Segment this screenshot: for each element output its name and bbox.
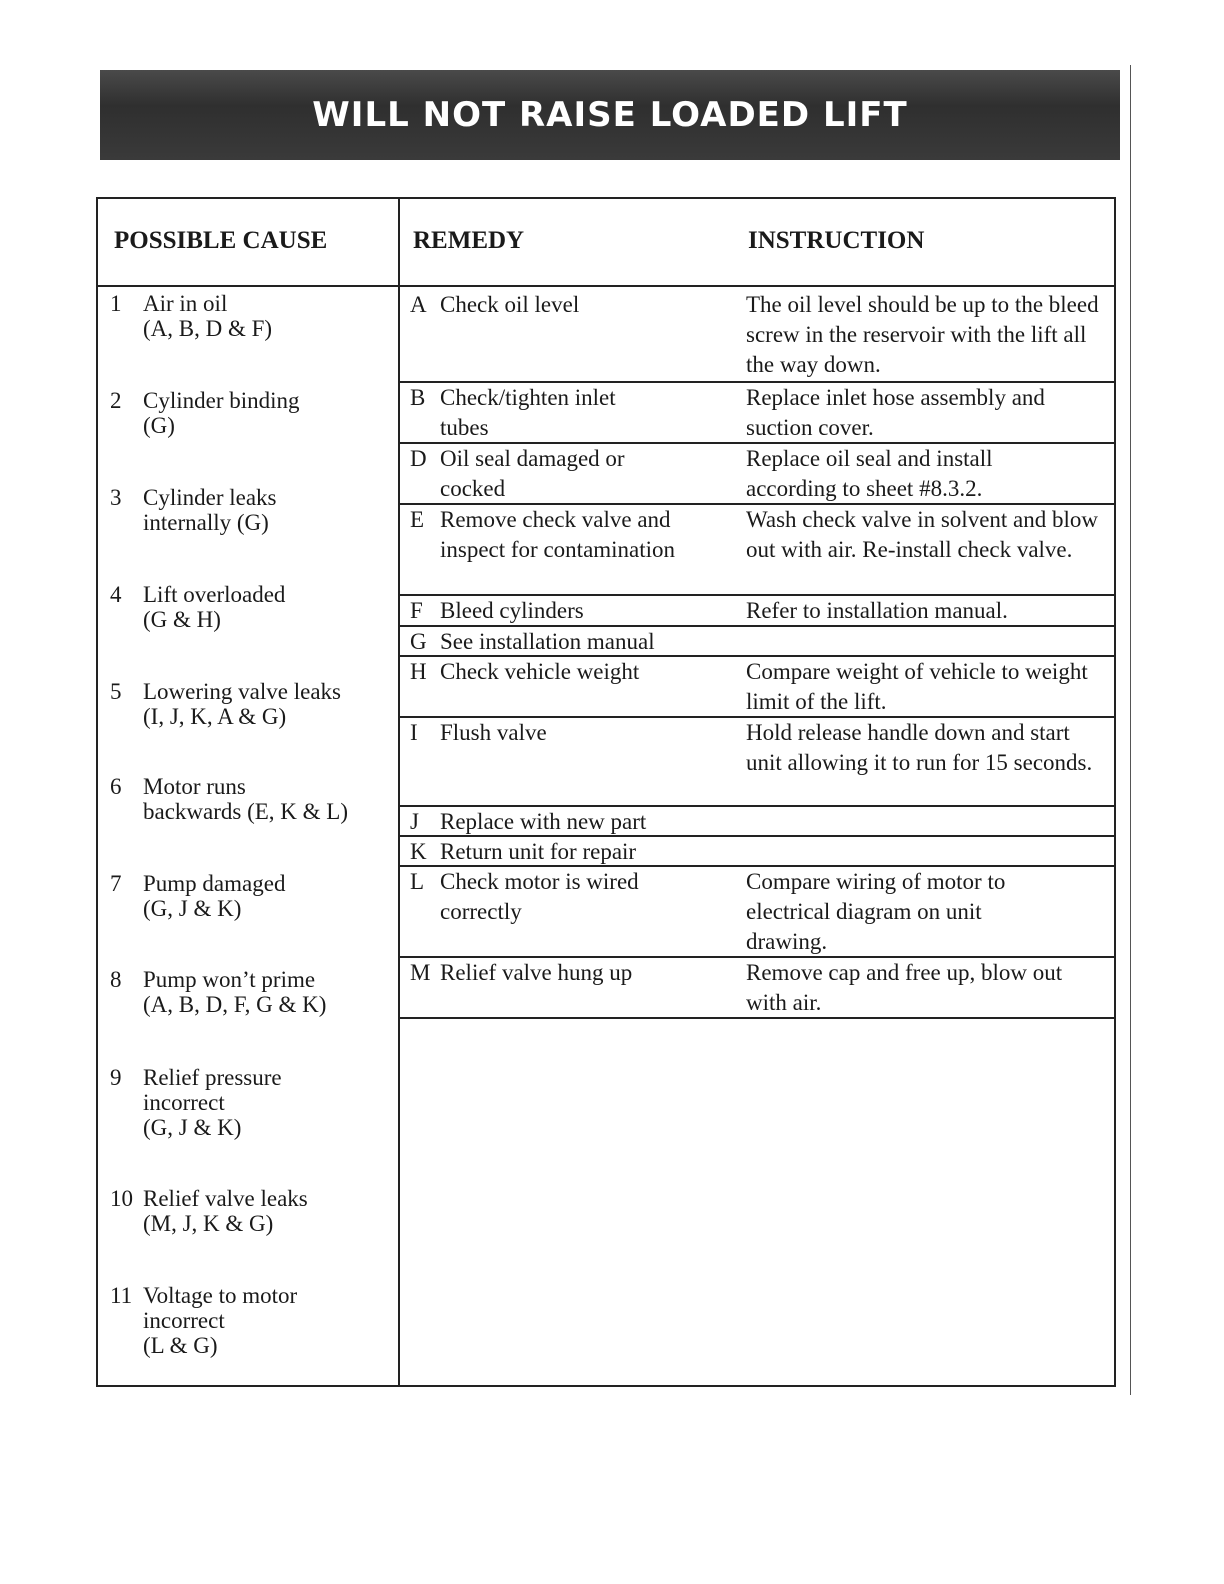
cause-text: Voltage to motor incorrect (L & G)	[143, 1283, 298, 1358]
remedy-row	[400, 596, 1116, 627]
cause-number: 10	[110, 1186, 133, 1211]
page-edge-rule	[1130, 65, 1131, 1395]
cause-text: Relief pressure incorrect (G, J & K)	[143, 1065, 282, 1140]
instruction-text: Replace oil seal and install according to sheet #8.3.2.	[746, 446, 993, 501]
remedy-text: See installation manual	[440, 629, 655, 654]
remedy-text: Bleed cylinders	[440, 598, 584, 623]
remedy-text: Oil seal damaged or cocked	[440, 446, 625, 501]
cause-number: 9	[110, 1065, 122, 1090]
remedy-row	[400, 837, 1116, 867]
header-possible-cause: POSSIBLE CAUSE	[114, 227, 328, 254]
remedy-letter: I	[410, 720, 418, 745]
cause-number: 1	[110, 291, 122, 316]
page-title-banner	[100, 70, 1120, 160]
remedy-letter: E	[410, 507, 425, 532]
cause-number: 7	[110, 871, 122, 896]
instruction-text: Compare weight of vehicle to weight limit of the lift.	[746, 659, 1088, 714]
cause-number: 3	[110, 485, 122, 510]
cause-text: Motor runs backwards (E, K & L)	[143, 774, 349, 824]
remedy-text: Return unit for repair	[440, 839, 637, 864]
remedy-text: Flush valve	[440, 720, 547, 745]
cause-number: 2	[110, 388, 122, 413]
troubleshooting-table	[96, 197, 1116, 1387]
remedy-letter: M	[410, 960, 431, 985]
remedy-text: Check oil level	[440, 292, 580, 317]
remedy-letter: J	[410, 809, 419, 834]
remedy-letter: H	[410, 659, 427, 684]
header-divider	[98, 285, 1114, 287]
remedy-text: Remove check valve and inspect for contamination	[440, 507, 676, 562]
cause-text: Relief valve leaks (M, J, K & G)	[143, 1186, 308, 1236]
remedy-row	[400, 290, 1116, 383]
instruction-text: Hold release handle down and start unit allowing it to run for 15 seconds.	[746, 720, 1093, 775]
remedy-letter: A	[410, 292, 427, 317]
remedy-row	[400, 958, 1116, 1019]
page-title: WILL NOT RAISE LOADED LIFT	[312, 95, 908, 135]
remedy-letter: K	[410, 839, 427, 864]
remedy-row	[400, 627, 1116, 657]
remedy-letter: F	[410, 598, 423, 623]
cause-text: Lift overloaded (G & H)	[143, 582, 286, 632]
instruction-text: Compare wiring of motor to electrical diagram on unit drawing.	[746, 869, 1006, 954]
remedy-row	[400, 807, 1116, 837]
instruction-text: Replace inlet hose assembly and suction cover.	[746, 385, 1045, 440]
cause-text: Air in oil (A, B, D & F)	[143, 291, 273, 341]
cause-text: Cylinder leaks internally (G)	[143, 485, 277, 535]
instruction-text: Refer to installation manual.	[746, 598, 1008, 623]
remedy-row	[400, 718, 1116, 807]
cause-text: Cylinder binding (G)	[143, 388, 300, 438]
header-instruction: INSTRUCTION	[748, 227, 925, 254]
remedy-letter: L	[410, 869, 425, 894]
remedy-text: Relief valve hung up	[440, 960, 633, 985]
cause-number: 11	[110, 1283, 133, 1308]
cause-text: Pump won’t prime (A, B, D, F, G & K)	[143, 967, 327, 1017]
instruction-text: Wash check valve in solvent and blow out with air. Re-install check valve.	[746, 507, 1098, 562]
instruction-text: The oil level should be up to the bleed screw in the reservoir with the lift all the way down.	[746, 292, 1099, 377]
remedy-row	[400, 657, 1116, 718]
cause-text: Pump damaged (G, J & K)	[143, 871, 286, 921]
remedy-row	[400, 383, 1116, 444]
remedy-text: Check motor is wired correctly	[440, 869, 639, 924]
remedy-text: Check/tighten inlet tubes	[440, 385, 616, 440]
remedy-row	[400, 867, 1116, 958]
cause-number: 5	[110, 679, 122, 704]
remedy-row	[400, 444, 1116, 505]
cause-number: 4	[110, 582, 122, 607]
cause-text: Lowering valve leaks (I, J, K, A & G)	[143, 679, 341, 729]
remedy-letter: D	[410, 446, 427, 471]
remedy-row	[400, 505, 1116, 596]
remedy-text: Replace with new part	[440, 809, 647, 834]
remedy-letter: G	[410, 629, 427, 654]
instruction-text: Remove cap and free up, blow out with air.	[746, 960, 1063, 1015]
header-remedy: REMEDY	[413, 227, 525, 254]
cause-number: 8	[110, 967, 122, 992]
cause-number: 6	[110, 774, 122, 799]
remedy-letter: B	[410, 385, 426, 410]
remedy-text: Check vehicle weight	[440, 659, 640, 684]
